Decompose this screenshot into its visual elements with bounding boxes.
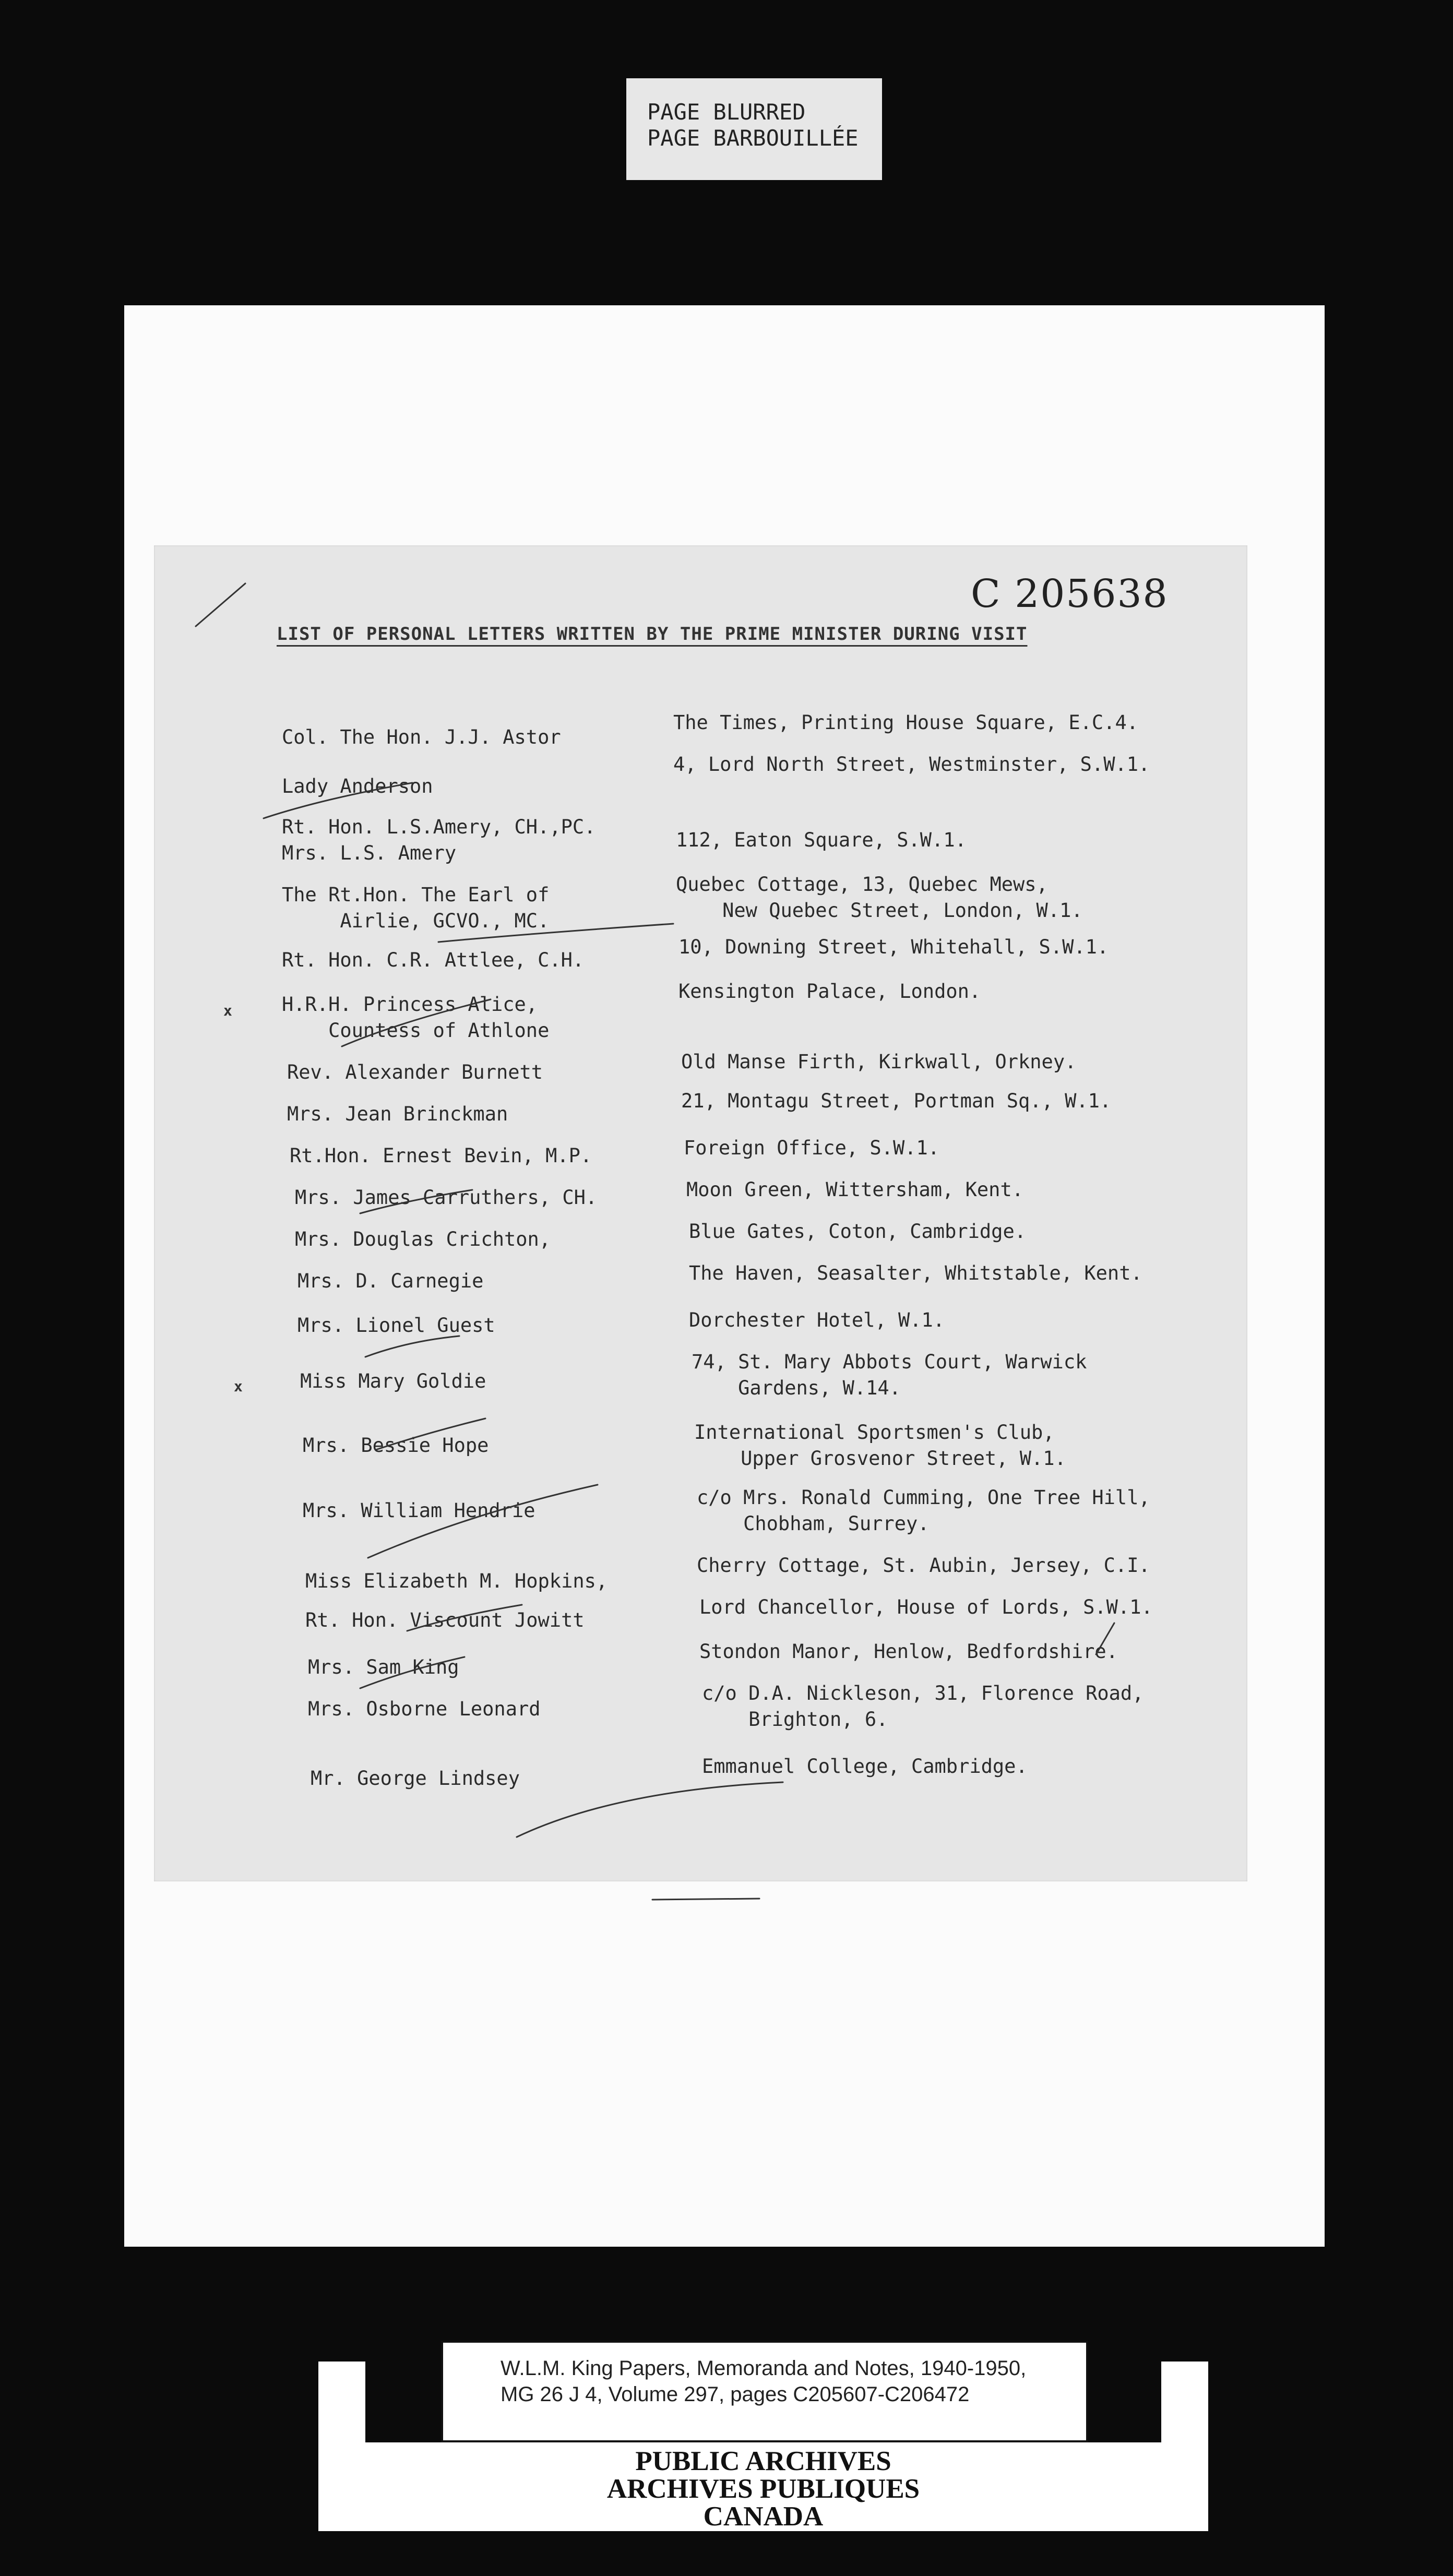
entry-name: Mrs. Osborne Leonard (308, 1698, 541, 1720)
citation-card (441, 2341, 1088, 2442)
entry-name: Mrs. Lionel Guest (297, 1314, 495, 1337)
archives-line-2: ARCHIVES PUBLIQUES (606, 2474, 920, 2504)
entry-name: Rt. Hon. C.R. Attlee, C.H. (282, 949, 585, 971)
entry-address: Blue Gates, Coton, Cambridge. (689, 1220, 1027, 1243)
stamp-line-1: PAGE BLURRED (647, 99, 806, 125)
entry-address: 21, Montagu Street, Portman Sq., W.1. (681, 1090, 1112, 1112)
entry-name: Mrs. Douglas Crichton, (295, 1228, 551, 1250)
margin-mark-goldie: x (234, 1378, 243, 1395)
entry-address: Cherry Cottage, St. Aubin, Jersey, C.I. (697, 1554, 1150, 1577)
archives-line-3: CANADA (703, 2501, 824, 2532)
entry-address: c/o D.A. Nickleson, 31, Florence Road, Brighton, 6. (702, 1682, 1144, 1731)
entry-name: Rev. Alexander Burnett (287, 1061, 543, 1083)
entry-name: Rt. Hon. Viscount Jowitt (305, 1609, 585, 1631)
margin-mark-athlone: x (223, 1002, 232, 1019)
entry-address: 112, Eaton Square, S.W.1. (676, 829, 967, 851)
entry-name: The Rt.Hon. The Earl of Airlie, GCVO., MC. (282, 884, 550, 932)
entry-address: The Times, Printing House Square, E.C.4. (673, 711, 1139, 734)
entry-address: Dorchester Hotel, W.1. (689, 1309, 945, 1331)
entry-address: Stondon Manor, Henlow, Bedfordshire. (699, 1640, 1118, 1663)
footer-tab-right (1088, 2362, 1161, 2442)
citation-line-2: MG 26 J 4, Volume 297, pages C205607-C206472 (501, 2383, 970, 2406)
entry-address: 74, St. Mary Abbots Court, Warwick Gardens, W.14. (692, 1351, 1087, 1399)
entry-address: The Haven, Seasalter, Whitstable, Kent. (689, 1262, 1142, 1284)
page-blurred-label (626, 78, 882, 180)
entry-address: Old Manse Firth, Kirkwall, Orkney. (681, 1051, 1077, 1073)
entry-address: 10, Downing Street, Whitehall, S.W.1. (678, 936, 1109, 958)
footer-tab-left (365, 2362, 441, 2442)
stamp-line-2: PAGE BARBOUILLÉE (647, 125, 859, 151)
entry-name: Mrs. James Carruthers, CH. (295, 1186, 598, 1209)
archives-caption (318, 2448, 1208, 2531)
entry-address: Foreign Office, S.W.1. (684, 1137, 940, 1159)
entry-address: Lord Chancellor, House of Lords, S.W.1. (699, 1596, 1153, 1618)
entry-address: 4, Lord North Street, Westminster, S.W.1. (673, 753, 1150, 776)
entry-address: c/o Mrs. Ronald Cumming, One Tree Hill, Chobham, Surrey. (697, 1486, 1150, 1535)
entry-name: Rt.Hon. Ernest Bevin, M.P. (290, 1144, 592, 1167)
entry-name: Mrs. Jean Brinckman (287, 1103, 508, 1125)
entry-name: Lady Anderson (282, 775, 433, 797)
entry-name: Col. The Hon. J.J. Astor (282, 726, 561, 748)
entry-name: Mr. George Lindsey (311, 1767, 520, 1790)
archives-line-1: PUBLIC ARCHIVES (635, 2446, 891, 2476)
document-number: C 205638 (971, 571, 1169, 616)
entry-address: Emmanuel College, Cambridge. (702, 1755, 1028, 1778)
entry-name: Mrs. Bessie Hope (303, 1434, 489, 1457)
entry-name: Mrs. D. Carnegie (297, 1270, 484, 1292)
citation-line-1: W.L.M. King Papers, Memoranda and Notes, 1940-1950, (501, 2357, 1027, 2380)
entry-name: Miss Mary Goldie (300, 1370, 486, 1392)
entry-address: International Sportsmen's Club, Upper Grosvenor Street, W.1. (694, 1421, 1066, 1470)
entry-name: Rt. Hon. L.S.Amery, CH.,PC. Mrs. L.S. Amery (282, 816, 596, 864)
entry-name: Mrs. Sam King (308, 1656, 459, 1678)
entry-address: Quebec Cottage, 13, Quebec Mews, New Quebec Street, London, W.1. (676, 873, 1083, 922)
entry-address: Moon Green, Wittersham, Kent. (686, 1178, 1024, 1201)
entry-address: Kensington Palace, London. (678, 980, 981, 1003)
entry-name: Mrs. William Hendrie (303, 1499, 535, 1522)
document-title: LIST OF PERSONAL LETTERS WRITTEN BY THE PRIME MINISTER DURING VISIT (277, 624, 1028, 645)
entry-name: H.R.H. Princess Alice, Countess of Athlone (282, 993, 550, 1042)
entry-name: Miss Elizabeth M. Hopkins, (305, 1570, 608, 1592)
